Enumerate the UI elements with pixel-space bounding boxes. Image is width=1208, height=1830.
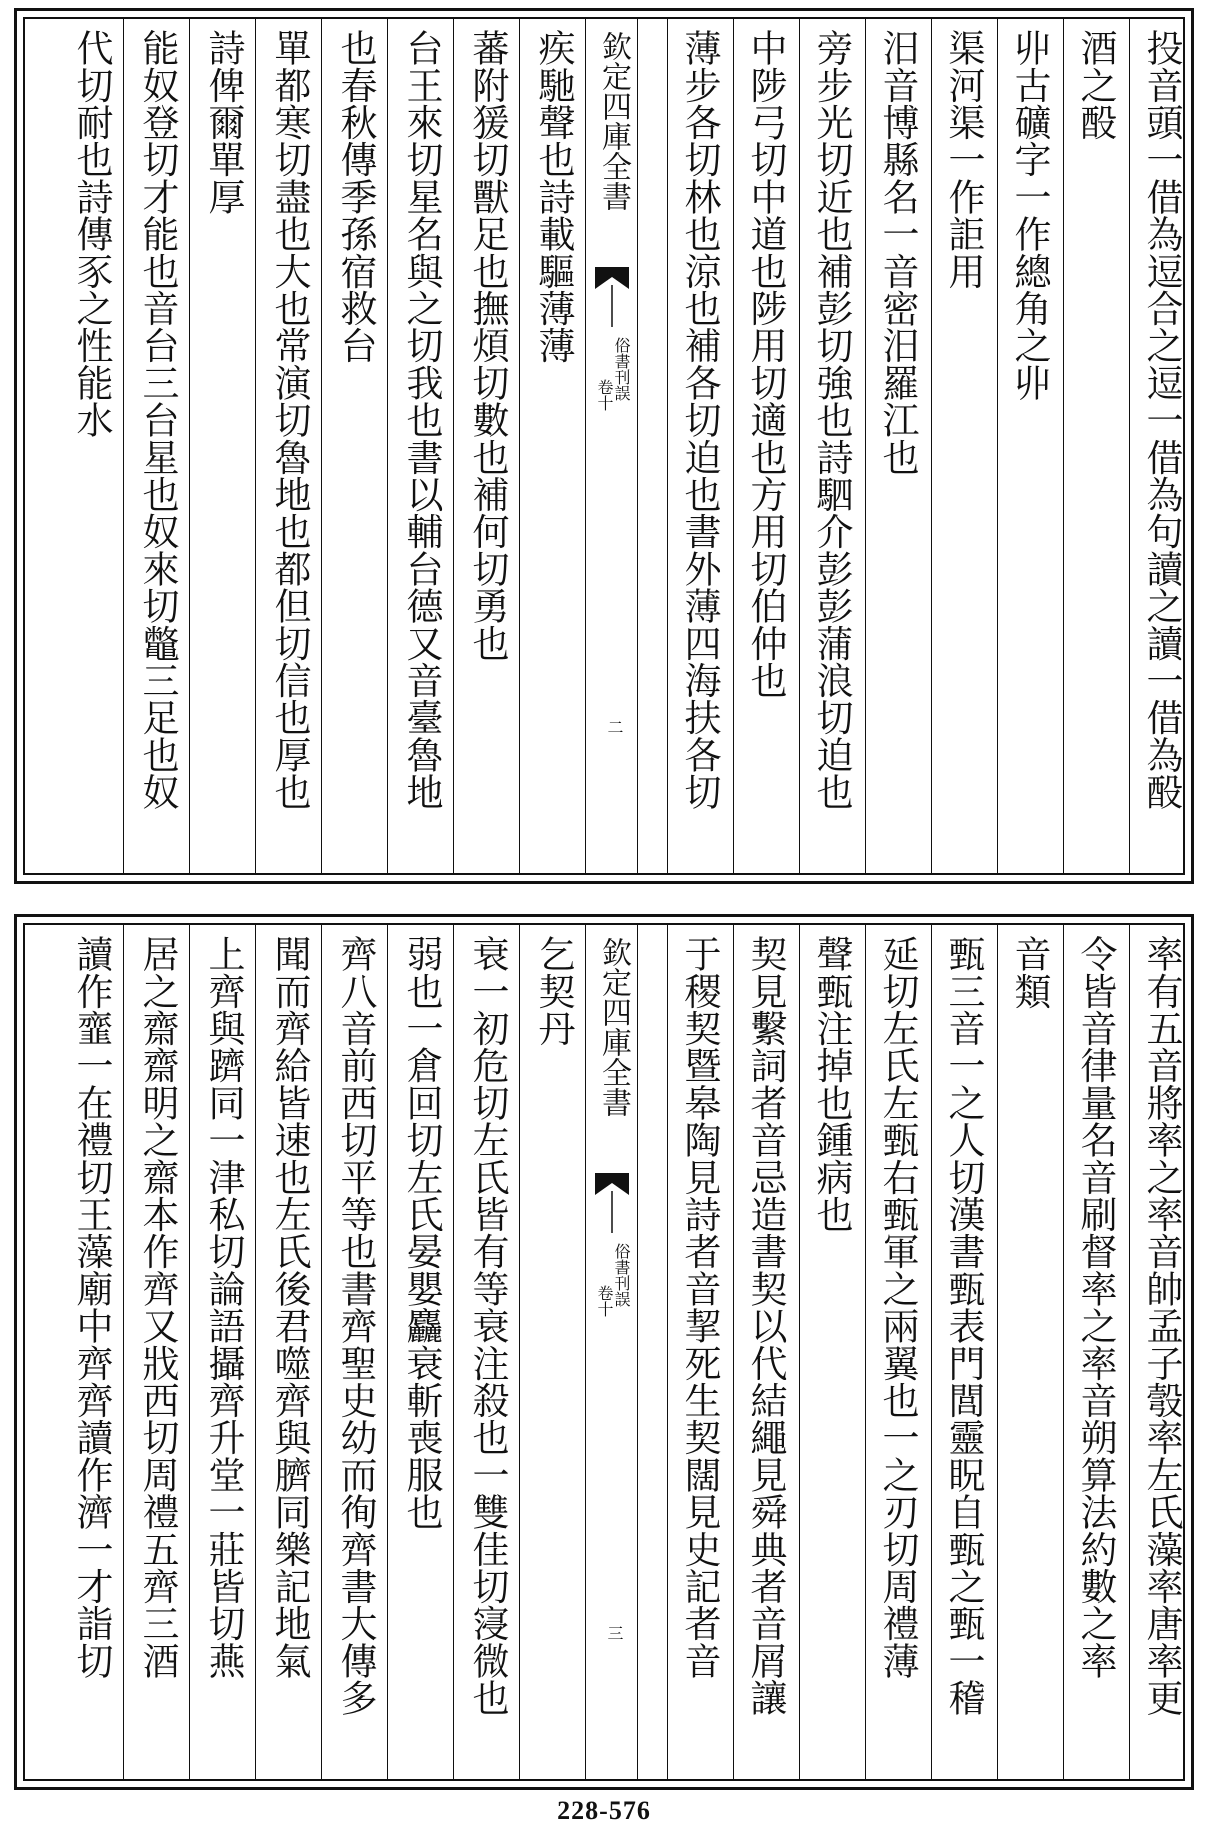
text-column: 于稷契暨皋陶見詩者音挈死生契闊見史記者音 bbox=[678, 935, 721, 1679]
column-divider bbox=[1129, 19, 1130, 873]
page-number: 228-576 bbox=[557, 1796, 651, 1825]
text-column: 詩俾爾單厚 bbox=[202, 29, 245, 215]
column-divider bbox=[519, 925, 520, 1779]
column-divider bbox=[931, 19, 932, 873]
text-column: 能奴登切才能也音台三台星也奴來切鼈三足也奴 bbox=[136, 29, 179, 811]
page-fold bbox=[589, 925, 635, 1779]
column-divider bbox=[733, 19, 734, 873]
column-divider bbox=[453, 925, 454, 1779]
fold-book-title: 俗書刊誤 bbox=[612, 1243, 631, 1307]
text-column: 代切耐也詩傳豕之性能水 bbox=[70, 29, 113, 439]
text-column: 居之齋齋明之齋本作齊又戕西切周禮五齊三酒 bbox=[136, 935, 179, 1679]
column-divider bbox=[799, 19, 800, 873]
column-divider bbox=[387, 19, 388, 873]
text-column: 薄步各切林也涼也補各切迫也書外薄四海扶各切 bbox=[678, 29, 721, 811]
fishtail-mark-icon bbox=[593, 267, 631, 327]
text-column: 衰一初危切左氏皆有等衰注殺也一雙佳切寖微也 bbox=[466, 935, 509, 1717]
column-divider bbox=[387, 925, 388, 1779]
text-column: 甄三音一之人切漢書甄表門閭靈眖自甄之甄一稽 bbox=[942, 935, 985, 1717]
column-divider bbox=[997, 19, 998, 873]
fold-divider bbox=[585, 925, 586, 1779]
column-divider bbox=[189, 925, 190, 1779]
fishtail-mark-icon bbox=[593, 1173, 631, 1233]
fold-page-number: 二 bbox=[605, 719, 624, 735]
fold-title: 欽定四庫全書 bbox=[596, 31, 631, 211]
text-column: 延切左氏左甄右甄軍之兩翼也一之刃切周禮薄 bbox=[876, 935, 919, 1679]
column-divider bbox=[321, 925, 322, 1779]
text-column: 乞契丹 bbox=[532, 935, 575, 1047]
text-column: 聲甄注掉也鍾病也 bbox=[810, 935, 853, 1233]
text-column: 單都寒切盡也大也常演切魯地也都但切信也厚也 bbox=[268, 29, 311, 811]
column-divider bbox=[667, 925, 668, 1779]
fold-page-number: 三 bbox=[605, 1625, 624, 1641]
fold-book-title: 俗書刊誤 bbox=[612, 337, 631, 401]
column-divider bbox=[931, 925, 932, 1779]
text-column: 旁步光切近也補彭切強也詩駟介彭彭蒲浪切迫也 bbox=[810, 29, 853, 811]
fold-divider bbox=[585, 19, 586, 873]
fold-title: 欽定四庫全書 bbox=[596, 937, 631, 1117]
text-column: 音類 bbox=[1008, 935, 1051, 1010]
column-divider bbox=[453, 19, 454, 873]
top-page bbox=[14, 8, 1194, 884]
column-divider bbox=[1129, 925, 1130, 1779]
text-column: 酒之酘 bbox=[1074, 29, 1117, 141]
column-divider bbox=[865, 925, 866, 1779]
column-divider bbox=[123, 19, 124, 873]
text-column: 令皆音律量名音刷督率之率音朔算法約數之率 bbox=[1074, 935, 1117, 1679]
text-column: 齊八音前西切平等也書齊聖史幼而徇齊書大傳多 bbox=[334, 935, 377, 1717]
column-divider bbox=[733, 925, 734, 1779]
text-column: 契見繫詞者音忌造書契以代結繩見舜典者音屑讓 bbox=[744, 935, 787, 1717]
bottom-page bbox=[14, 914, 1194, 1790]
column-divider bbox=[1063, 19, 1064, 873]
fold-divider bbox=[637, 19, 638, 873]
column-divider bbox=[519, 19, 520, 873]
text-column: 弱也一倉回切左氏晏嬰麤衰斬喪服也 bbox=[400, 935, 443, 1531]
page-fold bbox=[589, 19, 635, 873]
text-column: 蕃附猨切獸足也撫煩切數也補何切勇也 bbox=[466, 29, 509, 662]
column-divider bbox=[255, 925, 256, 1779]
column-divider bbox=[189, 19, 190, 873]
column-divider bbox=[865, 19, 866, 873]
text-column: 也春秋傳季孫宿救台 bbox=[334, 29, 377, 364]
text-column: 中陟弓切中道也陟用切適也方用切伯仲也 bbox=[744, 29, 787, 699]
column-divider bbox=[255, 19, 256, 873]
text-column: 台王來切星名與之切我也書以輔台德又音臺魯地 bbox=[400, 29, 443, 811]
fold-volume: 卷十 bbox=[595, 379, 614, 411]
text-column: 上齊與躋同一津私切論語攝齊升堂一莊皆切燕 bbox=[202, 935, 245, 1679]
column-divider bbox=[1063, 925, 1064, 1779]
text-column: 疾馳聲也詩載驅薄薄 bbox=[532, 29, 575, 364]
text-column: 丱古礦字一作總角之丱 bbox=[1008, 29, 1051, 401]
column-divider bbox=[123, 925, 124, 1779]
column-divider bbox=[997, 925, 998, 1779]
column-divider bbox=[321, 19, 322, 873]
column-divider bbox=[799, 925, 800, 1779]
fold-volume: 卷十 bbox=[595, 1285, 614, 1317]
text-column: 率有五音將率之率音帥孟子彀率左氏藻率唐率更 bbox=[1140, 935, 1183, 1717]
text-column: 汨音博縣名一音密汨羅江也 bbox=[876, 29, 919, 476]
column-divider bbox=[667, 19, 668, 873]
text-column: 讀作韲一在禮切王藻廟中齊齊讀作濟一才詣切 bbox=[70, 935, 113, 1679]
text-column: 渠河渠一作詎用 bbox=[942, 29, 985, 290]
text-column: 聞而齊給皆速也左氏後君噬齊與臍同樂記地氣 bbox=[268, 935, 311, 1679]
fold-divider bbox=[637, 925, 638, 1779]
text-column: 投音頭一借為逗合之逗一借為句讀之讀一借為酘 bbox=[1140, 29, 1183, 811]
